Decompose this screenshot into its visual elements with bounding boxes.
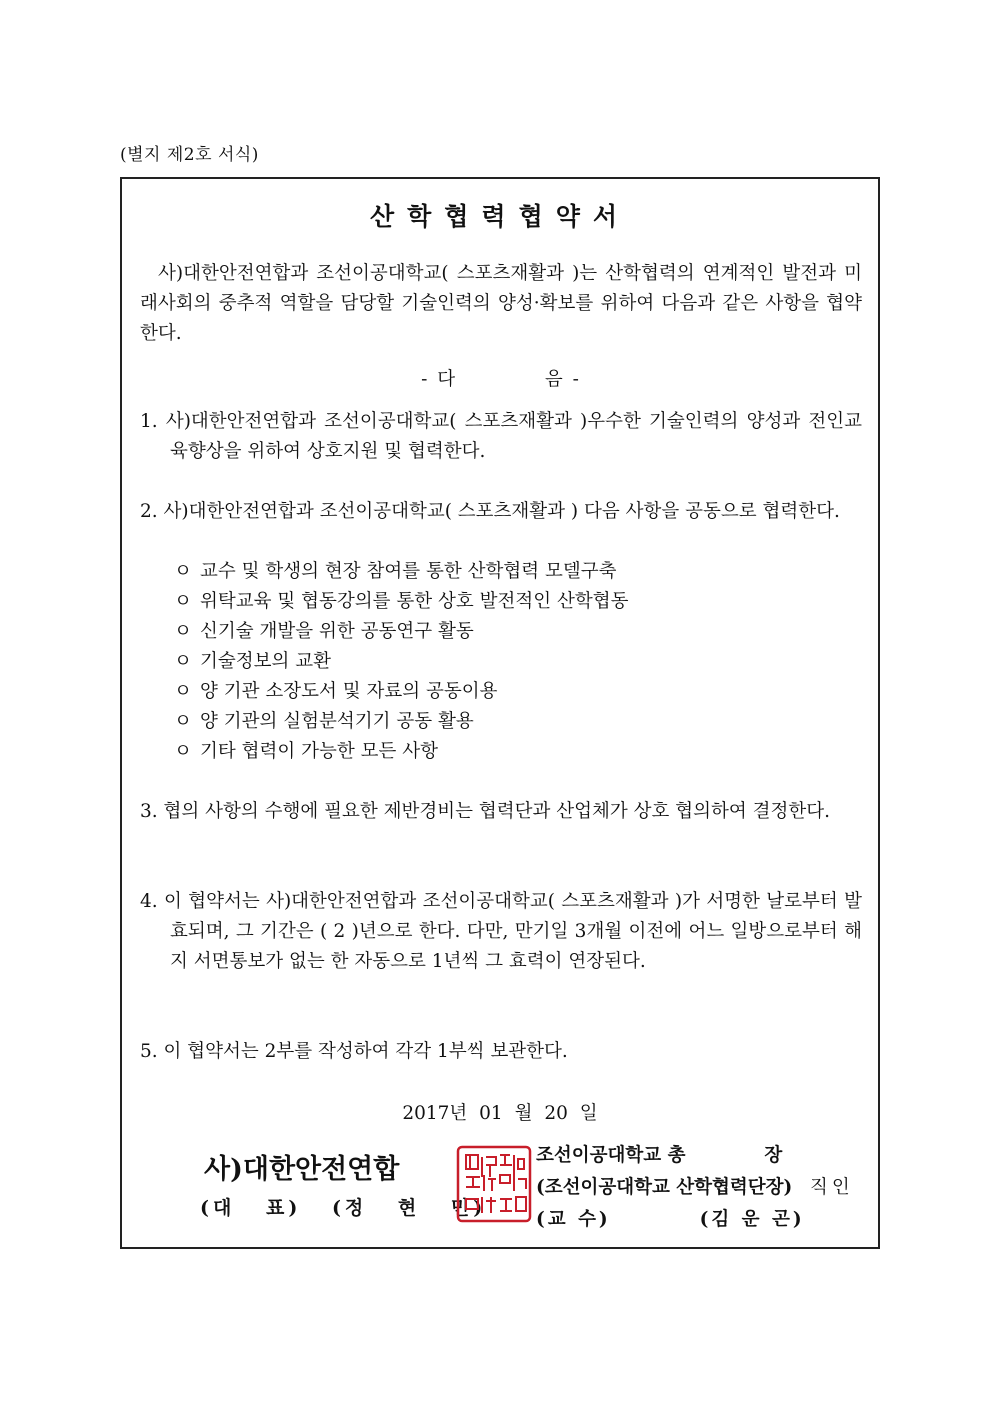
dahum-da: 다 [437, 369, 456, 390]
clause-number: 5. [140, 1041, 158, 1062]
clause-text: 사)대한안전연합과 조선이공대학교( 스포츠재활과 ) 다음 사항을 공동으로 협력한다. [163, 501, 840, 522]
rep-name: (정 현 민) [331, 1197, 487, 1219]
intro-paragraph: 사)대한안전연합과 조선이공대학교( 스포츠재활과 )는 산학협력의 연계적인 발전과 미래사회의 중추적 역할을 담당할 기술인력의 양성·확보를 위하여 다음과 같은 사항을 협약한다. [140, 263, 862, 344]
right-party-line2: (조선이공대학교 산학협력단장) [536, 1177, 793, 1198]
bullet-item: ㅇ 양 기관의 실험분석기기 공동 활용 [174, 707, 474, 737]
clause-5 [140, 1037, 862, 1067]
bullet-item: ㅇ 신기술 개발을 위한 공동연구 활동 [174, 617, 474, 647]
dahum-eum: 음 [544, 369, 563, 390]
right-party-rep-name: (김 운 곤) [699, 1209, 805, 1230]
rep-title: (대 표) [200, 1197, 302, 1219]
bullet-item: ㅇ 기술정보의 교환 [174, 647, 331, 677]
date-day: 20 [544, 1103, 568, 1124]
date-day-unit: 일 [579, 1103, 598, 1124]
date-month: 01 [479, 1103, 503, 1124]
agreement-date [122, 1099, 878, 1125]
clause-text: 이 협약서는 사)대한안전연합과 조선이공대학교( 스포츠재활과 )가 서명한 날로부터 발효되며, 그 기간은 ( 2 )년으로 한다. 다만, 만기일 3개월 이전에 어느 일방으로부터 해지 서면통보가 없는 한 자동으로 1년씩 그 효력이 연장된다. [164, 891, 862, 972]
bullet-mark: ㅇ [174, 741, 192, 762]
bullet-mark: ㅇ [174, 561, 192, 582]
right-party-org: 조선이공대학교 [536, 1145, 662, 1166]
right-party-rep-title: (교 수) [536, 1209, 611, 1230]
dash-left: - [421, 369, 428, 390]
bullet-item: ㅇ 교수 및 학생의 현장 참여를 통한 산학협력 모델구축 [174, 557, 616, 587]
clause-number: 1. [140, 411, 158, 432]
clause-3 [140, 797, 862, 827]
clause-text: 사)대한안전연합과 조선이공대학교( 스포츠재활과 )우수한 기술인력의 양성과 전인교육향상을 위하여 상호지원 및 협력한다. [165, 411, 862, 462]
agreement-frame [120, 177, 880, 1249]
right-party-line3 [536, 1205, 805, 1231]
clause-2 [140, 497, 862, 527]
bullet-item: ㅇ 위탁교육 및 협동강의를 통한 상호 발전적인 산학협동 [174, 587, 628, 617]
bullet-item: ㅇ 양 기관 소장도서 및 자료의 공동이용 [174, 677, 497, 707]
clause-4 [140, 887, 862, 977]
bullet-item: ㅇ 기타 협력이 가능한 모든 사항 [174, 737, 438, 767]
date-month-unit: 월 [514, 1103, 533, 1124]
clause-number: 4. [140, 891, 158, 912]
document-title: 산학협력협약서 [369, 202, 631, 231]
left-party-rep [200, 1193, 486, 1220]
official-seal-icon [456, 1145, 532, 1223]
form-label: (별지 제2호 서식) [120, 145, 259, 165]
clause-number: 2. [140, 501, 158, 522]
bullet-mark: ㅇ [174, 621, 192, 642]
right-party-title-a: 총 [667, 1145, 686, 1166]
clause-text: 협의 사항의 수행에 필요한 제반경비는 협력단과 산업체가 상호 협의하여 결정한다. [163, 801, 830, 822]
clause-text: 이 협약서는 2부를 작성하여 각각 1부씩 보관한다. [163, 1041, 568, 1062]
dash-right: - [572, 369, 579, 390]
right-party-title-b: 장 [764, 1145, 783, 1166]
official-seal-label: 직인 [810, 1177, 854, 1198]
bullet-mark: ㅇ [174, 591, 192, 612]
bullet-mark: ㅇ [174, 711, 192, 732]
dahum-heading [122, 365, 878, 391]
left-party-org: 사)대한안전연합 [204, 1154, 400, 1185]
bullet-mark: ㅇ [174, 651, 192, 672]
bullet-mark: ㅇ [174, 681, 192, 702]
right-party-line1 [536, 1141, 782, 1167]
clause-number: 3. [140, 801, 158, 822]
date-year: 2017년 [402, 1103, 468, 1124]
clause-1 [140, 407, 862, 467]
